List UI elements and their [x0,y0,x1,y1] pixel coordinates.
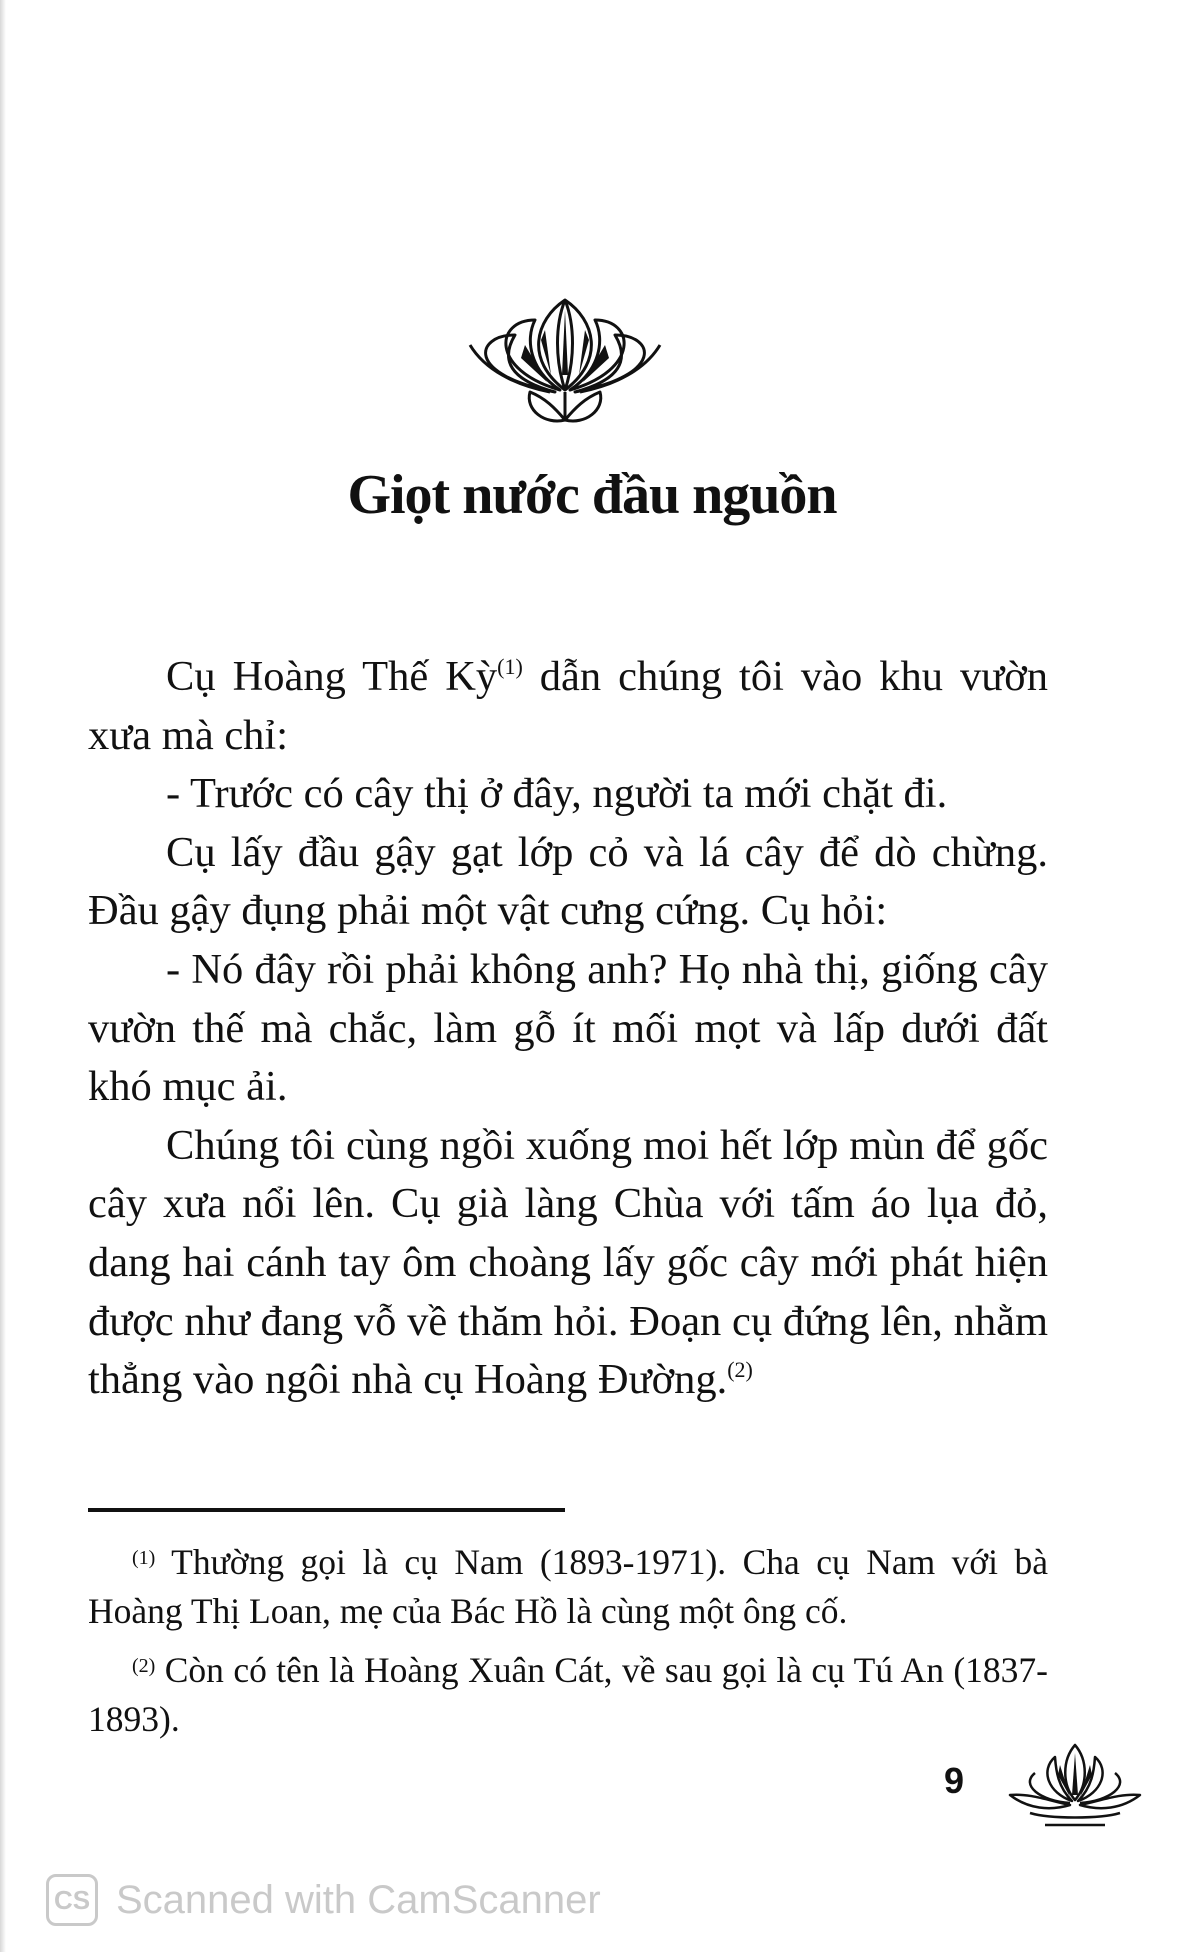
watermark-text: Scanned with CamScanner [116,1877,601,1922]
paragraph: - Nó đây rồi phải không anh? Họ nhà thị, giống cây vườn thế mà chắc, làm gỗ ít mối mọt và lấp dưới đất khó mục ải. [88,945,1048,1111]
paragraph-text: Chúng tôi cùng ngồi xuống moi hết lớp mùn để gốc cây xưa nổi lên. Cụ già làng Chùa với tấm áo lụa đỏ, dang hai cánh tay ôm choàng lấy gốc cây mới phát hiện được như đang vỗ về thăm hỏi. Đoạn cụ đứng lên, nhằm thẳng vào ngôi nhà cụ Hoàng Đường. [88,1121,1048,1404]
footnote [88,1646,1048,1744]
lotus-ornament-icon [1000,1735,1150,1835]
paragraph [88,1117,1048,1410]
camscanner-logo-icon: CS [46,1874,98,1926]
footnote-divider [88,1508,565,1512]
footnotes [88,1538,1048,1754]
footnote [88,1538,1048,1636]
footnote-ref: (2) [727,1357,753,1383]
paragraph [88,648,1048,765]
paragraph-text: Cụ Hoàng Thế Kỳ [166,653,498,700]
paragraph: Cụ lấy đầu gậy gạt lớp cỏ và lá cây để dò chừng. Đầu gậy đụng phải một vật cưng cứng. Cụ hỏi: [88,828,1048,935]
lotus-flower-icon [455,280,675,430]
page-title: Giọt nước đầu nguồn [347,464,837,526]
body-text [88,648,1048,1410]
page-number: 9 [944,1760,965,1801]
paragraph: - Trước có cây thị ở đây, người ta mới chặt đi. [166,770,948,818]
camscanner-watermark [46,1870,601,1930]
footnote-mark: (1) [132,1547,156,1569]
footnote-text: Thường gọi là cụ Nam (1893-1971). Cha cụ Nam với bà Hoàng Thị Loan, mẹ của Bác Hồ là cùng một ông cố. [88,1542,1048,1631]
paragraph-text: dẫn chúng tôi vào khu vườn xưa mà chỉ: [88,653,1049,759]
page-edge-shadow [0,0,6,1952]
footnote-text: Còn có tên là Hoàng Xuân Cát, về sau gọi là cụ Tú An (1837-1893). [88,1650,1048,1739]
footnote-ref: (1) [497,654,523,679]
footnote-mark: (2) [132,1655,156,1677]
